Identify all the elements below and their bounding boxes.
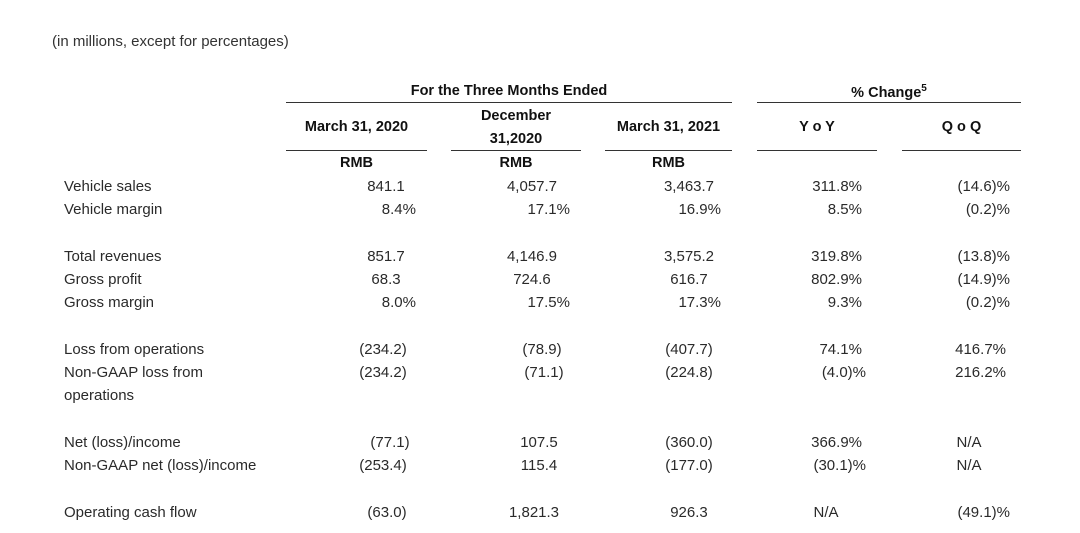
row-label-gross-profit: Gross profit [64, 271, 142, 288]
row-label-vehicle-margin: Vehicle margin [64, 201, 163, 218]
cell-vehicle-margin-yoy: 8.5% [827, 201, 862, 218]
group-header-percent-change-label: % Change [851, 84, 922, 101]
cell-gross-profit-mar2021: 616.7 [670, 271, 708, 288]
row-label-loss-from-operations: Loss from operations [64, 341, 205, 358]
cell-total-revenues-yoy: 319.8% [811, 248, 862, 265]
rule-col-dec-2020 [451, 150, 581, 151]
cell-vehicle-margin-mar2021: 16.9% [678, 201, 721, 218]
row-label-vehicle-sales: Vehicle sales [64, 178, 152, 195]
cell-non-gaap-net-income-yoy: (30.1)% [813, 457, 866, 474]
row-label-non-gaap-loss-ops-line1: Non-GAAP loss from [64, 364, 203, 381]
cell-vehicle-sales-dec2020: 4,057.7 [506, 178, 558, 195]
row-label-gross-margin: Gross margin [64, 294, 155, 311]
col-header-mar-2020: March 31, 2020 [304, 119, 409, 135]
cell-loss-ops-yoy: 74.1% [819, 341, 862, 358]
cell-total-revenues-mar2021: 3,575.2 [663, 248, 715, 265]
cell-gross-profit-dec2020: 724.6 [513, 271, 551, 288]
cell-total-revenues-qoq: (13.8)% [957, 248, 1010, 265]
cell-gross-profit-qoq: (14.9)% [957, 271, 1010, 288]
cell-loss-ops-mar2021: (407.7) [665, 341, 713, 358]
cell-vehicle-sales-mar2020: 841.1 [367, 178, 405, 195]
cell-non-gaap-loss-ops-dec2020: (71.1) [524, 364, 564, 381]
cell-gross-margin-dec2020: 17.5% [527, 294, 570, 311]
rule-col-mar-2020 [286, 150, 427, 151]
cell-gross-margin-mar2021: 17.3% [678, 294, 721, 311]
cell-op-cash-flow-yoy: N/A [813, 504, 839, 521]
currency-mar-2020: RMB [339, 155, 374, 171]
group-header-three-months: For the Three Months Ended [410, 83, 608, 99]
row-label-total-revenues: Total revenues [64, 248, 162, 265]
rule-percent-change [757, 102, 1021, 103]
cell-loss-ops-dec2020: (78.9) [522, 341, 562, 358]
cell-op-cash-flow-qoq: (49.1)% [957, 504, 1010, 521]
col-header-mar-2021: March 31, 2021 [616, 119, 721, 135]
row-label-net-income: Net (loss)/income [64, 434, 181, 451]
cell-vehicle-sales-yoy: 311.8% [812, 178, 862, 195]
cell-net-income-dec2020: 107.5 [520, 434, 558, 451]
rule-col-qoq [902, 150, 1021, 151]
group-header-percent-change [757, 83, 1021, 101]
cell-vehicle-sales-qoq: (14.6)% [957, 178, 1010, 195]
row-label-non-gaap-loss-ops-line2: operations [64, 387, 135, 404]
cell-gross-profit-yoy: 802.9% [811, 271, 862, 288]
cell-gross-profit-mar2020: 68.3 [371, 271, 401, 288]
cell-net-income-qoq: N/A [956, 434, 982, 451]
cell-non-gaap-net-income-mar2020: (253.4) [359, 457, 407, 474]
col-header-qoq: Q o Q [941, 119, 982, 135]
cell-vehicle-margin-dec2020: 17.1% [527, 201, 570, 218]
cell-total-revenues-mar2020: 851.7 [367, 248, 405, 265]
cell-op-cash-flow-dec2020: 1,821.3 [508, 504, 560, 521]
units-note: (in millions, except for percentages) [52, 33, 289, 50]
cell-op-cash-flow-mar2020: (63.0) [367, 504, 407, 521]
cell-vehicle-sales-mar2021: 3,463.7 [663, 178, 715, 195]
cell-vehicle-margin-qoq: (0.2)% [965, 201, 1010, 218]
footnote-marker: 5 [921, 83, 927, 94]
cell-net-income-yoy: 366.9% [811, 434, 862, 451]
rule-three-months [286, 102, 732, 103]
cell-loss-ops-mar2020: (234.2) [359, 341, 407, 358]
rule-col-yoy [757, 150, 877, 151]
row-label-operating-cash-flow: Operating cash flow [64, 504, 197, 521]
cell-gross-margin-yoy: 9.3% [827, 294, 862, 311]
cell-gross-margin-mar2020: 8.0% [381, 294, 416, 311]
cell-non-gaap-net-income-qoq: N/A [956, 457, 982, 474]
cell-non-gaap-loss-ops-mar2020: (234.2) [359, 364, 407, 381]
col-header-dec-2020-line2: 31,2020 [489, 131, 543, 147]
cell-non-gaap-net-income-mar2021: (177.0) [665, 457, 713, 474]
row-label-non-gaap-net-income: Non-GAAP net (loss)/income [64, 457, 257, 474]
cell-total-revenues-dec2020: 4,146.9 [506, 248, 558, 265]
currency-mar-2021: RMB [651, 155, 686, 171]
cell-loss-ops-qoq: 416.7% [955, 341, 1006, 358]
cell-gross-margin-qoq: (0.2)% [965, 294, 1010, 311]
cell-vehicle-margin-mar2020: 8.4% [381, 201, 416, 218]
cell-op-cash-flow-mar2021: 926.3 [670, 504, 708, 521]
cell-non-gaap-net-income-dec2020: 115.4 [520, 457, 558, 474]
col-header-dec-2020-line1: December [480, 108, 552, 124]
cell-non-gaap-loss-ops-qoq: 216.2% [955, 364, 1006, 381]
rule-col-mar-2021 [605, 150, 732, 151]
cell-non-gaap-loss-ops-mar2021: (224.8) [665, 364, 713, 381]
col-header-yoy: Y o Y [799, 119, 835, 135]
cell-net-income-mar2020: (77.1) [370, 434, 410, 451]
currency-dec-2020: RMB [499, 155, 533, 171]
cell-non-gaap-loss-ops-yoy: (4.0)% [821, 364, 866, 381]
cell-net-income-mar2021: (360.0) [665, 434, 713, 451]
